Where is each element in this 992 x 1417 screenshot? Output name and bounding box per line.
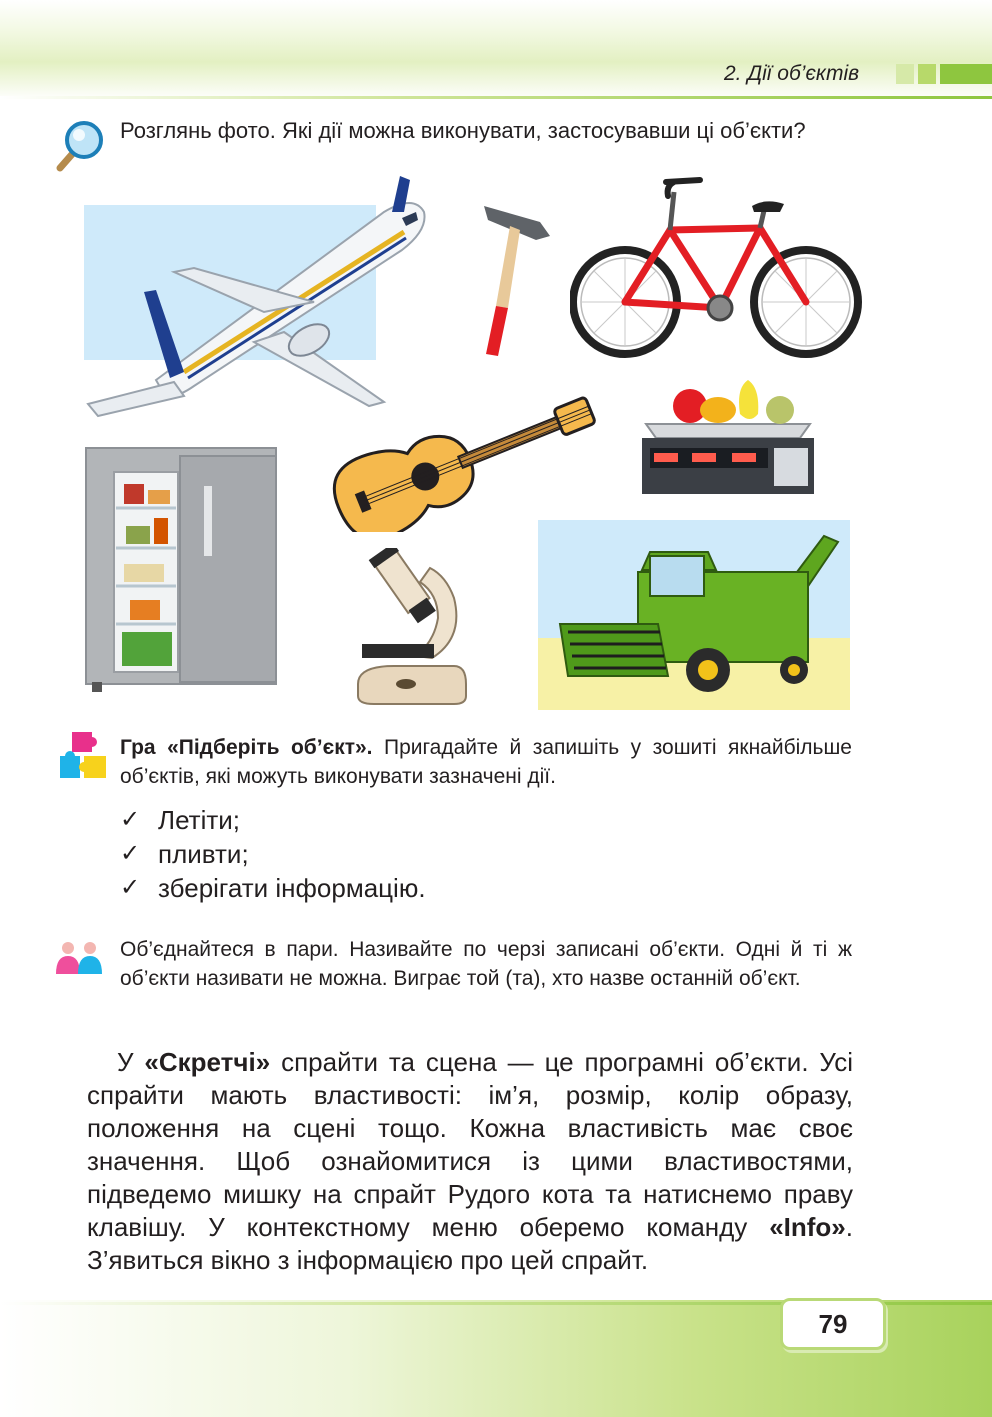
pairs-task-text: Об’єднайтеся в пари. Називайте по черзі записані об’єкти. Одні й ті ж об’єкти називати не можна. Виграє той (та), хто назве останній об’єкт. [120, 938, 852, 990]
check-icon: ✓ [120, 840, 141, 867]
puzzle-icon [58, 730, 110, 782]
actions-list [120, 803, 426, 905]
microscope-photo [354, 548, 472, 706]
bicycle-photo [570, 172, 862, 362]
photo-task-text: Розглянь фото. Які дії можна виконувати, застосувавши ці об’єкти? [120, 118, 806, 143]
main-paragraph [87, 1046, 853, 1277]
main-text-middle: спрайти та сцена — це програмні об’єкти. Усі спрайти мають властивості: ім’я, розмір, колір образу, положення на сцені тощо. Кожна властивість має своє значення. Щоб ознайомитися із цими властивостями, підведемо мишку на спрайт Рудого кота та натиснемо праву клавішу. У контекстному меню оберемо команду [87, 1047, 853, 1242]
list-item [120, 837, 426, 871]
hammer-photo [478, 196, 556, 358]
list-item [120, 871, 426, 905]
action-label: пливти; [158, 839, 249, 869]
children-pair-icon [54, 940, 104, 976]
game-task-text [120, 733, 852, 791]
combine-harvester-photo [538, 520, 850, 710]
main-text-start: У [117, 1047, 145, 1077]
scratch-name: «Скретчі» [144, 1047, 271, 1077]
check-icon: ✓ [120, 806, 141, 833]
action-label: зберігати інформацію. [158, 873, 426, 903]
scale-photo [640, 374, 816, 496]
magnifier-icon [52, 118, 108, 174]
section-title: 2. Дії об’єктів [724, 62, 860, 85]
info-command: «Info» [769, 1212, 846, 1242]
header-divider [0, 96, 992, 99]
check-icon: ✓ [120, 874, 141, 901]
header-decoration [892, 64, 992, 84]
game-title: Гра «Підберіть об’єкт». [120, 736, 373, 759]
page-number: 79 [780, 1298, 886, 1350]
game-instructions: Пригадайте й запишіть у зошиті якнайбільше об’єктів, які можуть виконувати зазначені дії. [120, 736, 852, 788]
section-header [700, 62, 992, 86]
list-item [120, 803, 426, 837]
guitar-photo [312, 386, 606, 532]
refrigerator-photo [84, 446, 280, 694]
main-text-end: . З’явиться вікно з інформацією про цей спрайт. [87, 1212, 853, 1275]
action-label: Летіти; [158, 805, 240, 835]
